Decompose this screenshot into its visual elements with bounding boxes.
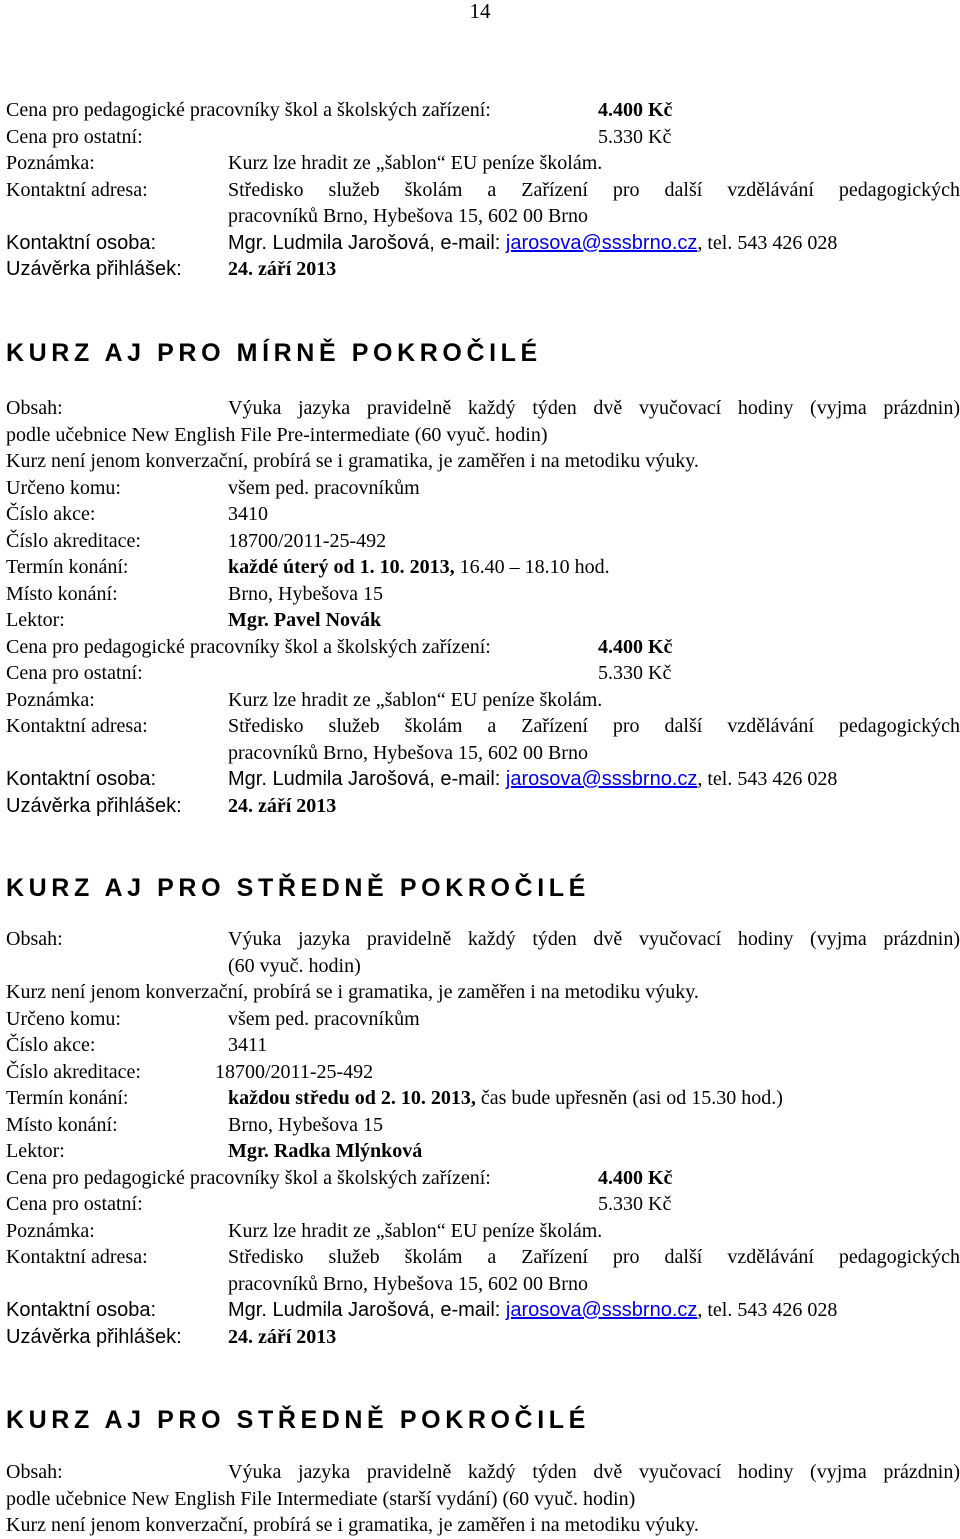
contact-row xyxy=(6,1297,960,1324)
note-value: Kurz lze hradit ze „šablon“ EU peníze školám. xyxy=(228,152,603,174)
date-value-rest: 16.40 – 18.10 hod. xyxy=(454,556,610,578)
lector-row xyxy=(6,607,960,634)
address-row xyxy=(6,177,960,204)
contact-email-link[interactable]: jarosova@sssbrno.cz xyxy=(505,768,698,790)
lector-value: Mgr. Pavel Novák xyxy=(228,609,382,631)
deadline-label: Uzávěrka přihlášek: xyxy=(6,258,182,280)
course-3-block xyxy=(6,1459,960,1539)
course-1-heading: KURZ AJ PRO MÍRNĚ POKROČILÉ xyxy=(6,339,542,367)
address-line2: pracovníků Brno, Hybešova 15, 602 00 Brno xyxy=(228,741,588,764)
deadline-row xyxy=(6,793,960,820)
contact-phone: , tel. 543 426 028 xyxy=(697,768,838,790)
content-label: Obsah: xyxy=(6,397,63,419)
place-label: Místo konání: xyxy=(6,1113,118,1136)
price-ped-row xyxy=(6,634,960,661)
note-value: Kurz lze hradit ze „šablon“ EU peníze školám. xyxy=(228,1219,603,1242)
date-label: Termín konání: xyxy=(6,1087,129,1109)
content-row-3 xyxy=(6,1512,960,1539)
target-row xyxy=(6,475,960,502)
address-row-2 xyxy=(6,1271,960,1298)
accreditation-row xyxy=(6,528,960,555)
contact-email-link[interactable]: jarosova@sssbrno.cz xyxy=(505,1299,698,1321)
date-value-bold: každou středu od 2. 10. 2013, xyxy=(228,1087,476,1109)
address-row-2 xyxy=(6,203,960,230)
price-ped-row xyxy=(6,97,960,124)
accreditation-label: Číslo akreditace: xyxy=(6,1060,141,1083)
course-3-heading: KURZ AJ PRO STŘEDNĚ POKROČILÉ xyxy=(6,1406,590,1434)
accreditation-value: 18700/2011-25-492 xyxy=(215,1060,374,1083)
content-line2: podle učebnice New English File Intermediate (starší vydání) (60 vyuč. hodin) xyxy=(6,1487,636,1510)
lector-row xyxy=(6,1138,960,1165)
address-row xyxy=(6,713,960,740)
target-value: všem ped. pracovníkům xyxy=(228,476,420,499)
contact-row xyxy=(6,766,960,793)
address-line1: Středisko služeb školám a Zařízení pro další vzdělávání pedagogických xyxy=(228,715,960,737)
contact-label: Kontaktní osoba: xyxy=(6,768,157,790)
date-row xyxy=(6,1085,960,1112)
price-other-row xyxy=(6,1191,960,1218)
address-label: Kontaktní adresa: xyxy=(6,178,148,201)
note-row xyxy=(6,1218,960,1245)
content-line2: (60 vyuč. hodin) xyxy=(228,954,361,977)
content-line3: Kurz není jenom konverzační, probírá se i gramatika, je zaměřen i na metodiku výuky. xyxy=(6,1514,699,1536)
price-other-value: 5.330 Kč xyxy=(598,662,672,684)
price-other-row xyxy=(6,660,960,687)
address-line1: Středisko služeb školám a Zařízení pro další vzdělávání pedagogických xyxy=(228,1246,960,1268)
price-ped-label: Cena pro pedagogické pracovníky škol a školských zařízení: xyxy=(6,1166,491,1189)
page-number: 14 xyxy=(469,0,491,23)
deadline-label: Uzávěrka přihlášek: xyxy=(6,1325,182,1348)
content-label: Obsah: xyxy=(6,928,63,950)
contact-name: Mgr. Ludmila Jarošová, e-mail: xyxy=(228,231,506,254)
address-line2: pracovníků Brno, Hybešova 15, 602 00 Brno xyxy=(228,1272,588,1295)
price-other-value: 5.330 Kč xyxy=(598,1193,672,1215)
content-row-3 xyxy=(6,448,960,475)
price-other-row xyxy=(6,124,960,151)
deadline-value: 24. září 2013 xyxy=(228,258,337,280)
price-ped-value: 4.400 Kč xyxy=(598,1166,673,1189)
target-row xyxy=(6,1006,960,1033)
price-ped-row xyxy=(6,1165,960,1192)
deadline-value: 24. září 2013 xyxy=(228,794,337,817)
content-row xyxy=(6,1459,960,1486)
place-label: Místo konání: xyxy=(6,582,118,605)
note-row xyxy=(6,150,960,177)
action-value: 3410 xyxy=(228,503,268,525)
address-row xyxy=(6,1244,960,1271)
content-line1: Výuka jazyka pravidelně každý týden dvě vyučovací hodiny (vyjma prázdnin) xyxy=(228,928,960,950)
address-line2: pracovníků Brno, Hybešova 15, 602 00 Brno xyxy=(228,205,588,227)
course-2-heading: KURZ AJ PRO STŘEDNĚ POKROČILÉ xyxy=(6,874,590,902)
address-label: Kontaktní adresa: xyxy=(6,715,148,737)
target-label: Určeno komu: xyxy=(6,1007,121,1030)
target-label: Určeno komu: xyxy=(6,476,121,499)
content-line2: podle učebnice New English File Pre-intermediate (60 vyuč. hodin) xyxy=(6,423,548,446)
note-label: Poznámka: xyxy=(6,1219,95,1242)
note-value: Kurz lze hradit ze „šablon“ EU peníze školám. xyxy=(228,688,603,711)
date-value xyxy=(228,554,610,581)
accreditation-row xyxy=(6,1059,960,1086)
price-other-label: Cena pro ostatní: xyxy=(6,662,143,684)
contact-phone: , tel. 543 426 028 xyxy=(697,231,838,254)
action-label: Číslo akce: xyxy=(6,1034,96,1056)
address-line1: Středisko služeb školám a Zařízení pro další vzdělávání pedagogických xyxy=(228,178,960,201)
course-2-block xyxy=(6,926,960,1350)
price-ped-value: 4.400 Kč xyxy=(598,99,673,121)
action-row xyxy=(6,501,960,528)
content-line1: Výuka jazyka pravidelně každý týden dvě vyučovací hodiny (vyjma prázdnin) xyxy=(228,397,960,419)
content-line3: Kurz není jenom konverzační, probírá se i gramatika, je zaměřen i na metodiku výuky. xyxy=(6,450,699,472)
deadline-row xyxy=(6,1324,960,1351)
contact-value xyxy=(228,1297,837,1324)
date-label: Termín konání: xyxy=(6,556,129,578)
content-line3: Kurz není jenom konverzační, probírá se i gramatika, je zaměřen i na metodiku výuky. xyxy=(6,981,699,1003)
content-row xyxy=(6,926,960,953)
deadline-row xyxy=(6,256,960,283)
accreditation-value: 18700/2011-25-492 xyxy=(228,529,387,552)
contact-label: Kontaktní osoba: xyxy=(6,231,157,254)
price-other-label: Cena pro ostatní: xyxy=(6,1193,143,1215)
date-row xyxy=(6,554,960,581)
content-label: Obsah: xyxy=(6,1461,63,1483)
content-line1: Výuka jazyka pravidelně každý týden dvě vyučovací hodiny (vyjma prázdnin) xyxy=(228,1461,960,1483)
place-row xyxy=(6,1112,960,1139)
price-ped-value: 4.400 Kč xyxy=(598,635,673,658)
date-value xyxy=(228,1085,783,1112)
contact-value xyxy=(228,766,837,793)
target-value: všem ped. pracovníkům xyxy=(228,1007,420,1030)
lector-label: Lektor: xyxy=(6,1140,65,1162)
action-row xyxy=(6,1032,960,1059)
lector-label: Lektor: xyxy=(6,609,65,631)
contact-value xyxy=(228,230,837,257)
deadline-label: Uzávěrka přihlášek: xyxy=(6,794,182,817)
course-tail-block xyxy=(6,97,960,283)
date-value-bold: každé úterý od 1. 10. 2013, xyxy=(228,556,455,578)
content-row-2 xyxy=(6,1486,960,1513)
accreditation-label: Číslo akreditace: xyxy=(6,529,141,552)
price-ped-label: Cena pro pedagogické pracovníky škol a školských zařízení: xyxy=(6,635,491,658)
contact-row xyxy=(6,230,960,257)
address-row-2 xyxy=(6,740,960,767)
content-row-3 xyxy=(6,979,960,1006)
content-row-2 xyxy=(6,422,960,449)
address-label: Kontaktní adresa: xyxy=(6,1246,148,1268)
date-value-rest: čas bude upřesněn (asi od 15.30 hod.) xyxy=(475,1087,783,1109)
contact-label: Kontaktní osoba: xyxy=(6,1299,157,1321)
content-row-2 xyxy=(6,953,960,980)
place-value: Brno, Hybešova 15 xyxy=(228,582,383,605)
action-value: 3411 xyxy=(228,1034,268,1056)
contact-name: Mgr. Ludmila Jarošová, e-mail: xyxy=(228,1299,506,1321)
contact-email-link[interactable]: jarosova@sssbrno.cz xyxy=(505,231,698,254)
note-label: Poznámka: xyxy=(6,152,95,174)
contact-phone: , tel. 543 426 028 xyxy=(697,1299,838,1321)
note-label: Poznámka: xyxy=(6,688,95,711)
content-row xyxy=(6,395,960,422)
place-value: Brno, Hybešova 15 xyxy=(228,1113,383,1136)
lector-value: Mgr. Radka Mlýnková xyxy=(228,1140,423,1162)
course-1-block xyxy=(6,395,960,819)
contact-name: Mgr. Ludmila Jarošová, e-mail: xyxy=(228,768,506,790)
note-row xyxy=(6,687,960,714)
deadline-value: 24. září 2013 xyxy=(228,1325,337,1348)
place-row xyxy=(6,581,960,608)
price-other-label: Cena pro ostatní: xyxy=(6,125,143,148)
price-ped-label: Cena pro pedagogické pracovníky škol a školských zařízení: xyxy=(6,99,491,121)
action-label: Číslo akce: xyxy=(6,503,96,525)
price-other-value: 5.330 Kč xyxy=(598,125,672,148)
